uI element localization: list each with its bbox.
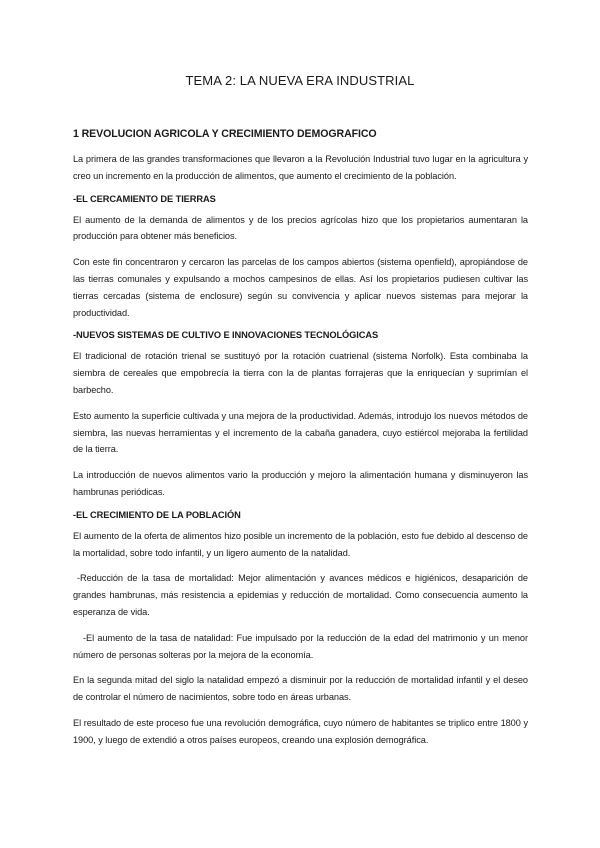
subsection-heading: -EL CERCAMIENTO DE TIERRAS (73, 193, 216, 204)
paragraph: -El aumento de la tasa de natalidad: Fue impulsado por la reducción de la edad del matrimonio y un menor número de personas solteras por la mejora de la economía. (73, 632, 528, 660)
paragraph: El tradicional de rotación trienal se sustituyó por la rotación cuatrienal (sistema Norfolk). Esta combinaba la siembra de cereales que empobrecía la tierra con la de plantas forrajeras que la enriquecían y suprimían el barbecho. (73, 351, 528, 395)
subsection-heading: -EL CRECIMIENTO DE LA POBLACIÓN (73, 509, 241, 520)
subsection-heading: -NUEVOS SISTEMAS DE CULTIVO E INNOVACIONES TECNOLÓGICAS (73, 330, 379, 341)
document-body (73, 128, 528, 758)
paragraph: La primera de las grandes transformaciones que llevaron a la Revolución Industrial tuvo lugar en la agricultura y creo un incremento en la producción de alimentos, que aumento el crecimiento de la población. (73, 154, 528, 181)
paragraph: El resultado de este proceso fue una revolución demográfica, cuyo número de habitantes se triplico entre 1800 y 1900, y luego de extendió a otros países europeos, creando una explosión demográfica. (73, 717, 528, 745)
paragraph: La introducción de nuevos alimentos vario la producción y mejoro la alimentación humana y disminuyeron las hambrunas periódicas. (73, 470, 528, 497)
paragraph: Esto aumento la superficie cultivada y una mejora de la productividad. Además, introdujo los nuevos métodos de siembra, las nuevas herramientas y el incremento de la cabaña ganadera, cuyo estiércol mejoraba la fertilidad de la tierra. (73, 410, 528, 455)
document-title: TEMA 2: LA NUEVA ERA INDUSTRIAL (185, 73, 415, 88)
paragraph: -Reducción de la tasa de mortalidad: Mejor alimentación y avances médicos e higiénicos, desaparición de grandes hambrunas, más resistencia a epidemias y reducción de mortalidad. Como consecuencia aumento la esperanza de vida. (73, 573, 528, 617)
paragraph: El aumento de la oferta de alimentos hizo posible un incremento de la población, esto fue debido al descenso de la mortalidad, sobre todo infantil, y un ligero aumento de la natalidad. (73, 530, 528, 558)
section-heading: 1 REVOLUCION AGRICOLA Y CRECIMIENTO DEMOGRAFICO (73, 128, 377, 140)
paragraph: Con este fin concentraron y cercaron las parcelas de los campos abiertos (sistema openfield), apropiándose de las tierras comunales y expulsando a mochos campesinos de ellas. Así los propietarios pudiesen cultivar las tierras cercadas (sistema de enclosure) según su convivencia y aplicar nuevos sistemas para mejorar la productividad. (73, 257, 528, 318)
paragraph: El aumento de la demanda de alimentos y de los precios agrícolas hizo que los propietarios aumentaran la producción para obtener más beneficios. (73, 214, 528, 242)
paragraph: En la segunda mitad del siglo la natalidad empezó a disminuir por la reducción de mortalidad infantil y el deseo de controlar el número de nacimientos, sobre todo en áreas urbanas. (73, 675, 528, 703)
